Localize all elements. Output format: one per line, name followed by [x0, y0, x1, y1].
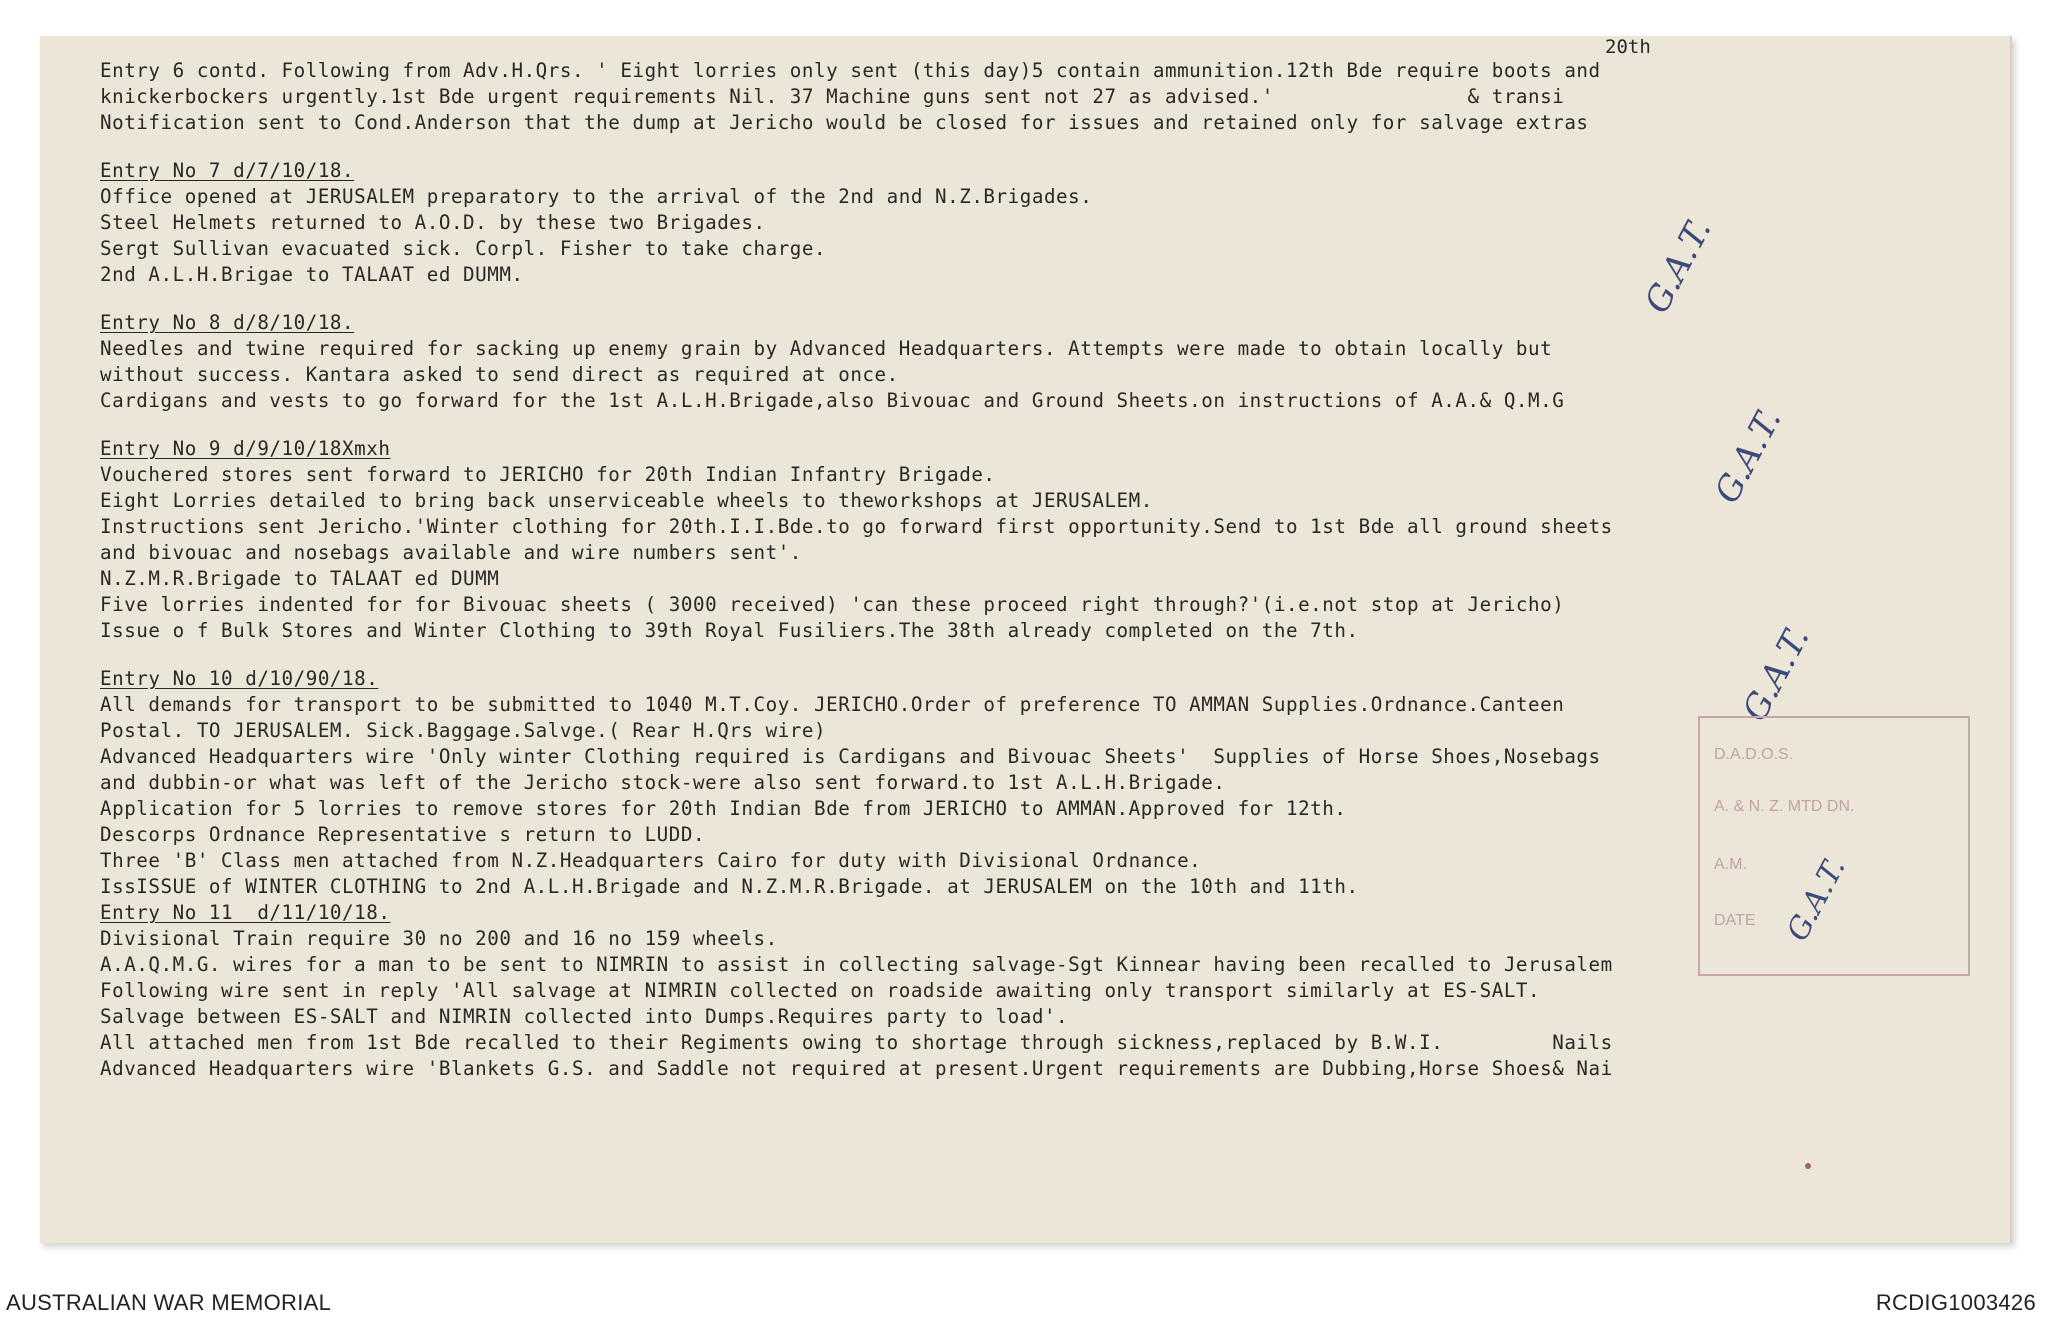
typed-line: Needles and twine required for sacking up enemy grain by Advanced Headquarters. Attempts were made to obtain locally but — [100, 337, 1553, 360]
handwritten-initials: G.A.T. — [1735, 620, 1818, 728]
typed-line: All demands for transport to be submitted to 1040 M.T.Coy. JERICHO.Order of preference TO AMMAN Supplies.Ordnance.Canteen — [100, 693, 1565, 716]
typed-line: knickerbockers urgently.1st Bde urgent requirements Nil. 37 Machine guns sent not 27 as advised.' & transi — [100, 85, 1565, 108]
typed-line: Postal. TO JERUSALEM. Sick.Baggage.Salvge.( Rear H.Qrs wire) — [100, 719, 827, 742]
typed-line: Entry 6 contd. Following from Adv.H.Qrs. ' Eight lorries only sent (this day)5 contain ammunition.12th Bde require boots and — [100, 59, 1601, 82]
handwritten-initials: G.A.T. — [1707, 402, 1790, 510]
typed-line: A.A.Q.M.G. wires for a man to be sent to NIMRIN to assist in collecting salvage-Sgt Kinnear having been recalled to Jerusalem — [100, 953, 1613, 976]
typed-line: Three 'B' Class men attached from N.Z.Headquarters Cairo for duty with Divisional Ordnance. — [100, 849, 1202, 872]
section-gap — [100, 414, 1970, 436]
handwritten-initials: G.A.T. — [1780, 852, 1853, 947]
typed-line: IssISSUE of WINTER CLOTHING to 2nd A.L.H.Brigade and N.Z.M.R.Brigade. at JERUSALEM on the 10th and 11th. — [100, 875, 1359, 898]
typed-line: All attached men from 1st Bde recalled to their Regiments owing to shortage through sickness,replaced by B.W.I. Nails — [100, 1031, 1613, 1054]
typed-line: Office opened at JERUSALEM preparatory to the arrival of the 2nd and N.Z.Brigades. — [100, 185, 1093, 208]
typed-line: Advanced Headquarters wire 'Only winter Clothing required is Cardigans and Bivouac Sheets' Supplies of Horse Shoes,Nosebags — [100, 745, 1601, 768]
typed-line: and bivouac and nosebags available and wire numbers sent'. — [100, 541, 802, 564]
typed-line: Salvage between ES-SALT and NIMRIN collected into Dumps.Requires party to load'. — [100, 1005, 1069, 1028]
entry-heading: Entry No 10 d/10/90/18. — [100, 667, 379, 690]
entry-heading: Entry No 7 d/7/10/18. — [100, 159, 355, 182]
typed-line: Divisional Train require 30 no 200 and 16 no 159 wheels. — [100, 927, 778, 950]
typed-line: Instructions sent Jericho.'Winter clothing for 20th.I.I.Bde.to go forward first opportunity.Send to 1st Bde all ground sheets — [100, 515, 1613, 538]
entry-heading: Entry No 8 d/8/10/18. — [100, 311, 355, 334]
typed-line: Advanced Headquarters wire 'Blankets G.S. and Saddle not required at present.Urgent requirements are Dubbing,Horse Shoes& Nai — [100, 1057, 1613, 1080]
entry-heading: Entry No 9 d/9/10/18Xmxh — [100, 437, 391, 460]
typed-line: Eight Lorries detailed to bring back unserviceable wheels to theworkshops at JERUSALEM. — [100, 489, 1153, 512]
stamp-line-4: DATE — [1714, 912, 1756, 929]
section-gap — [100, 644, 1970, 666]
typed-line: without success. Kantara asked to send direct as required at once. — [100, 363, 899, 386]
typed-line: Descorps Ordnance Representative s return to LUDD. — [100, 823, 706, 846]
handwritten-initials: G.A.T. — [1637, 212, 1720, 320]
typed-line: Vouchered stores sent forward to JERICHO for 20th Indian Infantry Brigade. — [100, 463, 996, 486]
typed-line: Issue o f Bulk Stores and Winter Clothing to 39th Royal Fusiliers.The 38th already completed on the 7th. — [100, 619, 1359, 642]
footer-source-label: AUSTRALIAN WAR MEMORIAL — [6, 1290, 332, 1315]
typed-line: Sergt Sullivan evacuated sick. Corpl. Fisher to take charge. — [100, 237, 827, 260]
typed-line: Five lorries indented for for Bivouac sheets ( 3000 received) 'can these proceed right through?'(i.e.not stop at Jericho) — [100, 593, 1565, 616]
pin-hole — [1805, 1163, 1811, 1169]
section-gap — [100, 136, 1970, 158]
typed-line: Cardigans and vests to go forward for the 1st A.L.H.Brigade,also Bivouac and Ground Sheets.on instructions of A.A.& Q.M.G — [100, 389, 1565, 412]
typed-line: Steel Helmets returned to A.O.D. by these two Brigades. — [100, 211, 766, 234]
entry-heading: Entry No 11 d/11/10/18. — [100, 901, 391, 924]
typed-line: and dubbin-or what was left of the Jericho stock-were also sent forward.to 1st A.L.H.Brigade. — [100, 771, 1226, 794]
document-page — [40, 36, 2012, 1243]
stamp-line-1: D.A.D.O.S. — [1714, 746, 1794, 763]
footer-record-id: RCDIG1003426 — [1875, 1290, 2036, 1315]
typed-line: Application for 5 lorries to remove stores for 20th Indian Bde from JERICHO to AMMAN.Approved for 12th. — [100, 797, 1347, 820]
typed-line: N.Z.M.R.Brigade to TALAAT ed DUMM — [100, 567, 500, 590]
typed-line: Notification sent to Cond.Anderson that the dump at Jericho would be closed for issues and retained only for salvage extras — [100, 111, 1589, 134]
stamp-line-2: A. & N. Z. MTD DN. — [1714, 798, 1855, 815]
dados-receipt-stamp — [1698, 716, 1970, 976]
typed-line: 2nd A.L.H.Brigae to TALAAT ed DUMM. — [100, 263, 524, 286]
superscript-20th: 20th — [1605, 36, 1651, 58]
stamp-line-3: A.M. — [1714, 856, 1747, 873]
section-gap — [100, 288, 1970, 310]
typed-line: Following wire sent in reply 'All salvage at NIMRIN collected on roadside awaiting only transport similarly at ES-SALT. — [100, 979, 1541, 1002]
typed-text-body — [100, 58, 1970, 1082]
